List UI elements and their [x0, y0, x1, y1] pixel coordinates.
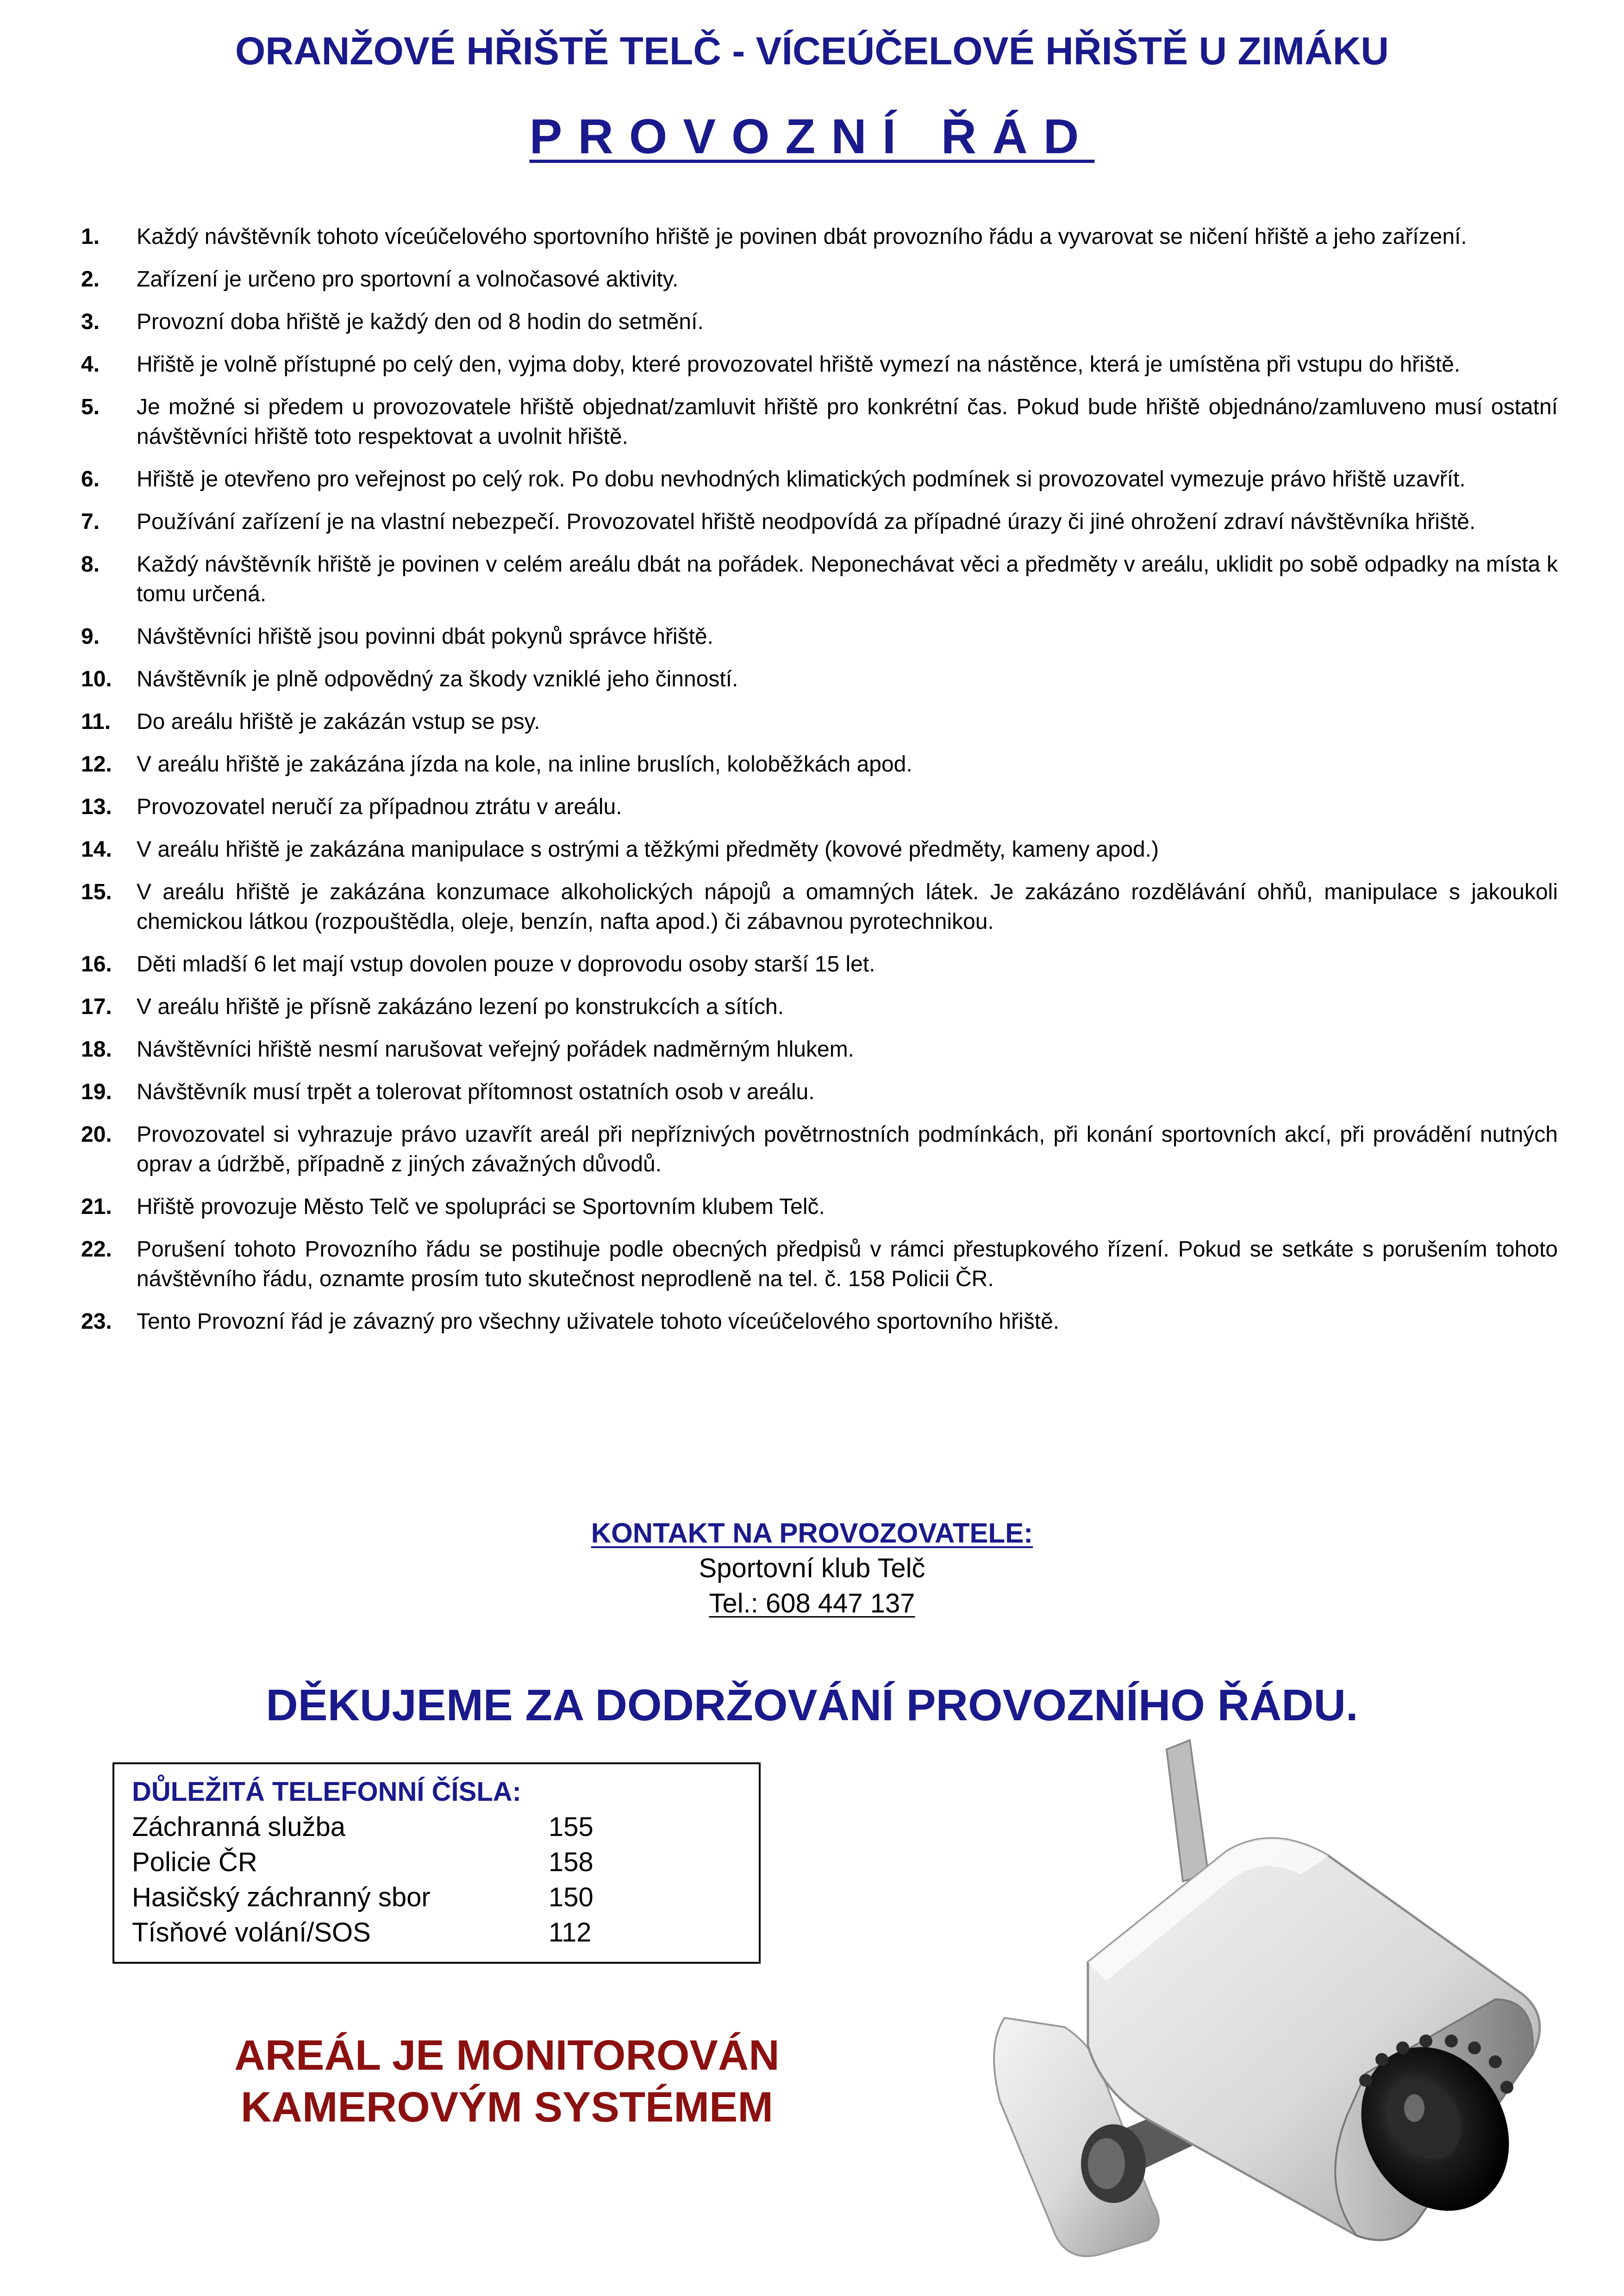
rules-list [81, 222, 1558, 1350]
rule-number: 20. [81, 1122, 112, 1147]
contact-name: Sportovní klub Telč [699, 1553, 925, 1583]
rule-item [81, 550, 1558, 609]
rule-number: 2. [81, 267, 100, 292]
contact-phone-link[interactable]: Tel.: 608 447 137 [709, 1588, 915, 1618]
rule-item [81, 665, 1558, 694]
rule-number: 22. [81, 1237, 112, 1262]
page-title: ORANŽOVÉ HŘIŠTĚ TELČ - VÍCEÚČELOVÉ HŘIŠTĚ U ZIMÁKU [235, 29, 1389, 73]
rule-number: 1. [81, 224, 100, 249]
phone-row [132, 1915, 741, 1950]
rule-text: Návštěvníci hřiště nesmí narušovat veřejný pořádek nadměrným hlukem. [137, 1037, 855, 1062]
rule-text: Návštěvníci hřiště jsou povinni dbát pokynů správce hřiště. [137, 624, 713, 649]
phone-number: 155 [549, 1812, 593, 1842]
rule-item [81, 707, 1558, 737]
rule-item [81, 507, 1558, 537]
rule-text: Návštěvník musí trpět a tolerovat přítomnost ostatních osob v areálu. [137, 1080, 815, 1104]
phone-row [132, 1845, 741, 1880]
contact-heading: KONTAKT NA PROVOZOVATELE: [591, 1518, 1033, 1549]
rule-number: 7. [81, 510, 100, 534]
rule-item [81, 877, 1558, 937]
rule-number: 11. [81, 709, 111, 734]
rule-item [81, 622, 1558, 652]
rule-text: Každý návštěvník hřiště je povinen v celém areálu dbát na pořádek. Neponechávat věci a předměty v areálu, uklidit po sobě odpadky na místa k tomu určená. [137, 552, 1558, 606]
phone-number: 158 [549, 1847, 593, 1877]
operator-contact [0, 1516, 1624, 1621]
rule-text: Je možné si předem u provozovatele hřiště objednat/zamluvit hřiště pro konkrétní čas. Pokud bude hřiště objednáno/zamluveno musí ostatní návštěvníci hřiště toto respektovat a uvolnit hřiště. [137, 395, 1558, 449]
rule-item [81, 1035, 1558, 1064]
rule-number: 23. [81, 1309, 112, 1334]
rule-text: V areálu hřiště je zakázána jízda na kole, na inline bruslích, koloběžkách apod. [137, 752, 912, 777]
rule-number: 8. [81, 552, 100, 577]
rule-number: 9. [81, 624, 100, 649]
rule-item [81, 1235, 1558, 1294]
phone-row [132, 1880, 741, 1915]
rule-text: Zařízení je určeno pro sportovní a volnočasové aktivity. [137, 267, 679, 292]
phone-label: Záchranná služba [132, 1812, 346, 1842]
page-subtitle [0, 109, 1624, 165]
phone-number: 112 [549, 1917, 592, 1948]
rule-text: Každý návštěvník tohoto víceúčelového sportovního hřiště je povinen dbát provozního řádu a vyvarovat se ničení hřiště a jeho zařízení. [137, 224, 1467, 249]
rule-item [81, 835, 1558, 865]
rule-number: 14. [81, 837, 112, 862]
rule-item [81, 750, 1558, 779]
rule-text: Tento Provozní řád je závazný pro všechny uživatele tohoto víceúčelového sportovního hřiště. [137, 1309, 1060, 1334]
rule-number: 4. [81, 352, 100, 377]
rule-number: 15. [81, 880, 112, 904]
rule-text: Hřiště je otevřeno pro veřejnost po celý rok. Po dobu nevhodných klimatických podmínek si provozovatel vymezuje právo hřiště uzavřít. [137, 467, 1466, 492]
rule-item [81, 1192, 1558, 1222]
important-numbers-box [112, 1762, 761, 1964]
rule-item [81, 265, 1558, 294]
rule-text: Do areálu hřiště je zakázán vstup se psy. [137, 709, 540, 734]
rule-number: 17. [81, 995, 112, 1019]
rule-item [81, 1307, 1558, 1337]
rule-text: Provozní doba hřiště je každý den od 8 hodin do setmění. [137, 310, 704, 334]
rule-number: 21. [81, 1195, 112, 1219]
rule-text: Provozovatel neručí za případnou ztrátu v areálu. [137, 795, 622, 819]
rule-number: 19. [81, 1080, 112, 1104]
rule-number: 10. [81, 667, 112, 691]
rule-item [81, 222, 1558, 252]
phone-label: Policie ČR [132, 1847, 257, 1877]
rule-text: Hřiště je volně přístupné po celý den, vyjma doby, které provozovatel hřiště vymezí na nástěnce, která je umístěna při vstupu do hřiště. [137, 352, 1461, 377]
phone-row [132, 1810, 741, 1845]
rule-item [81, 1120, 1558, 1179]
rule-text: Používání zařízení je na vlastní nebezpečí. Provozovatel hřiště neodpovídá za případné úrazy či jiné ohrožení zdraví návštěvníka hřiště. [137, 510, 1476, 534]
rule-text: Porušení tohoto Provozního řádu se postihuje podle obecných předpisů v rámci přestupkového řízení. Pokud se setkáte s porušením tohoto návštěvního řádu, oznamte prosím tuto skutečnost neprodleně na tel. č. 158 Policii ČR. [137, 1237, 1558, 1291]
phone-number: 150 [549, 1882, 593, 1912]
phone-label: Hasičský záchranný sbor [132, 1882, 431, 1912]
thanks-banner: DĚKUJEME ZA DODRŽOVÁNÍ PROVOZNÍHO ŘÁDU. [266, 1680, 1358, 1730]
rule-item [81, 392, 1558, 452]
monitoring-notice [148, 2029, 866, 2133]
rule-text: V areálu hřiště je zakázána manipulace s ostrými a těžkými předměty (kovové předměty, kameny apod.) [137, 837, 1159, 862]
phone-label: Tísňové volání/SOS [132, 1917, 371, 1948]
rule-item [81, 950, 1558, 979]
rule-number: 18. [81, 1037, 112, 1062]
important-numbers-heading: DŮLEŽITÁ TELEFONNÍ ČÍSLA: [132, 1777, 521, 1807]
rule-item [81, 1077, 1558, 1107]
rule-item [81, 992, 1558, 1022]
monitoring-line-2: KAMEROVÝM SYSTÉMEM [240, 2084, 774, 2131]
rule-number: 12. [81, 752, 112, 777]
rule-text: Děti mladší 6 let mají vstup dovolen pouze v doprovodu osoby starší 15 let. [137, 952, 875, 977]
rule-item [81, 307, 1558, 337]
rule-text: Hřiště provozuje Město Telč ve spolupráci se Sportovním klubem Telč. [137, 1195, 825, 1219]
rule-text: V areálu hřiště je zakázána konzumace alkoholických nápojů a omamných látek. Je zakázáno rozdělávání ohňů, manipulace s jakoukoli chemickou látkou (rozpouštědla, oleje, benzín, nafta apod.) či zábavnou pyrotechnikou. [137, 880, 1558, 934]
rule-number: 6. [81, 467, 100, 492]
rule-item [81, 465, 1558, 494]
rule-item [81, 350, 1558, 380]
monitoring-line-1: AREÁL JE MONITOROVÁN [234, 2032, 780, 2079]
rule-text: V areálu hřiště je přísně zakázáno lezení po konstrukcích a sítích. [137, 995, 784, 1019]
security-camera-icon [949, 1722, 1565, 2277]
rule-number: 16. [81, 952, 112, 977]
rule-number: 5. [81, 395, 100, 419]
rule-number: 3. [81, 310, 100, 334]
rule-item [81, 792, 1558, 822]
subtitle-text: PROVOZNÍ ŘÁD [529, 109, 1095, 164]
rule-text: Provozovatel si vyhrazuje právo uzavřít areál při nepříznivých povětrnostních podmínkách, při konání sportovních akcí, při provádění nutných oprav a údržbě, případně z jiných závažných důvodů. [137, 1122, 1558, 1176]
rule-text: Návštěvník je plně odpovědný za škody vzniklé jeho činností. [137, 667, 738, 691]
rule-number: 13. [81, 795, 112, 819]
